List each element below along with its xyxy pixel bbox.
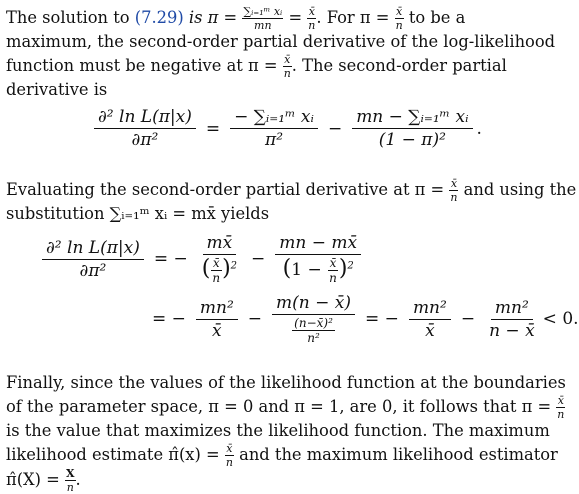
- eq2-term-f-fraction: $\frac{\text{mn²}}{n - x̄}$: [489, 297, 535, 341]
- line-2: maximum, the second-order partial derivative of the log-likelihood: [6, 32, 556, 51]
- inline-fraction-X-over-n: $\frac{X}{n}$: [66, 466, 75, 494]
- paragraph-evaluation: [6, 177, 577, 226]
- inline-fraction-xbar-over-n: $\frac{x̄}{n}$: [283, 52, 291, 80]
- eq1-term1-fraction: $\frac{\text{− ∑ᵢ₌₁ᵐ xᵢ}}{\text{π²}}$: [230, 106, 318, 151]
- equation-evaluated-row-2: = − $\frac{\text{mn²}}{x̄}$ − $\frac{m(n - x̄)}{\frac{\text{(n−x̄)²}}{\text{n²}}}$ = − $\frac{\text{mn²}}{x̄}$ − $\frac{\text{mn²}}{n - x̄}$ < 0.: [152, 293, 579, 345]
- inline-fraction-sum-over-mn: $\frac{\text{∑ᵢ₌₁ᵐ xᵢ}}{mn}$: [243, 5, 283, 32]
- inline-fraction-xbar-over-n: $\frac{x̄}{n}$: [395, 5, 403, 32]
- line-1: Finally, since the values of the likelihood function at the boundaries: [6, 373, 566, 392]
- eq2-term-e-fraction: $\frac{\text{mn²}}{x̄}$: [409, 297, 451, 342]
- line-1: Evaluating the second-order partial derivative at π = $\frac{x̄}{n}$ and using the: [6, 177, 577, 204]
- line-4: derivative is: [6, 79, 108, 99]
- line-3: is the value that maximizes the likelihood function. The maximum: [6, 420, 550, 440]
- eq2-term-b-fraction: mn − mx̄ (1 − $\frac{x̄}{n}$ )$^2$: [275, 232, 361, 286]
- eq2-term-d-fraction: $\frac{m(n - x̄)}{\frac{\text{(n−x̄)²}}{\text{n²}}}$: [272, 292, 355, 346]
- eq1-lhs-fraction: $\frac{\text{∂² ln L(π|x)}}{\text{∂π²}}$: [94, 106, 196, 151]
- line-2: of the parameter space, π = 0 and π = 1, are 0, it follows that π = $\frac{x̄}{n}$: [6, 393, 565, 421]
- equation-reference-link[interactable]: (7.29): [134, 8, 184, 27]
- inline-fraction-xbar-over-n: $\frac{x̄}{n}$: [557, 393, 565, 421]
- inline-fraction-xbar-over-n: $\frac{x̄}{n}$: [450, 177, 458, 204]
- equation-second-derivative: $\frac{\text{∂² ln L(π|x)}}{\text{∂π²}}$ = $\frac{\text{− ∑ᵢ₌₁ᵐ xᵢ}}{\text{π²}}$ − $\frac{\text{mn − ∑ᵢ₌₁ᵐ xᵢ}}{\text{(1 − π)²}}$ .: [90, 106, 482, 151]
- eq2-term-c-fraction: $\frac{\text{mn²}}{x̄}$: [196, 297, 238, 342]
- line-3: function must be negative at π = $\frac{x̄}{n}$ . The second-order partial: [6, 52, 507, 80]
- eq1-term2-fraction: $\frac{\text{mn − ∑ᵢ₌₁ᵐ xᵢ}}{\text{(1 − π)²}}$: [352, 106, 472, 151]
- inequality-tail: < 0.: [542, 309, 579, 329]
- line-4: likelihood estimate π̂(x) = $\frac{x̄}{n}$ and the maximum likelihood estimator: [6, 441, 558, 469]
- line-1: The solution to (7.29) is π = $\frac{\text{∑ᵢ₌₁ᵐ xᵢ}}{mn}$ = $\frac{x̄}{n}$ . For π = $\frac{x̄}{n}$ to be a: [6, 5, 466, 32]
- eq2-term-a-fraction: mx̄ ( $\frac{x̄}{n}$ )$^2$: [201, 233, 238, 285]
- paragraph-conclusion: [6, 372, 566, 494]
- inline-fraction-xbar-over-n: $\frac{x̄}{n}$: [308, 5, 316, 32]
- paragraph-intro: [6, 5, 556, 102]
- line-5: π̂(X) = $\frac{X}{n}$ .: [6, 466, 81, 494]
- equation-evaluated-row-1: $\frac{\text{∂² ln L(π|x)}}{\text{∂π²}}$ = − mx̄ ( $\frac{x̄}{n}$ )$^2$ − mn − mx̄ (1 − $\frac{x̄}{n}$ )$^2$: [38, 232, 365, 286]
- line-2: substitution ∑ᵢ₌₁ᵐ xᵢ = mx̄ yields: [6, 204, 270, 223]
- eq2-lhs-fraction: $\frac{\text{∂² ln L(π|x)}}{\text{∂π²}}$: [42, 237, 144, 282]
- inline-fraction-xbar-over-n: $\frac{x̄}{n}$: [225, 441, 233, 469]
